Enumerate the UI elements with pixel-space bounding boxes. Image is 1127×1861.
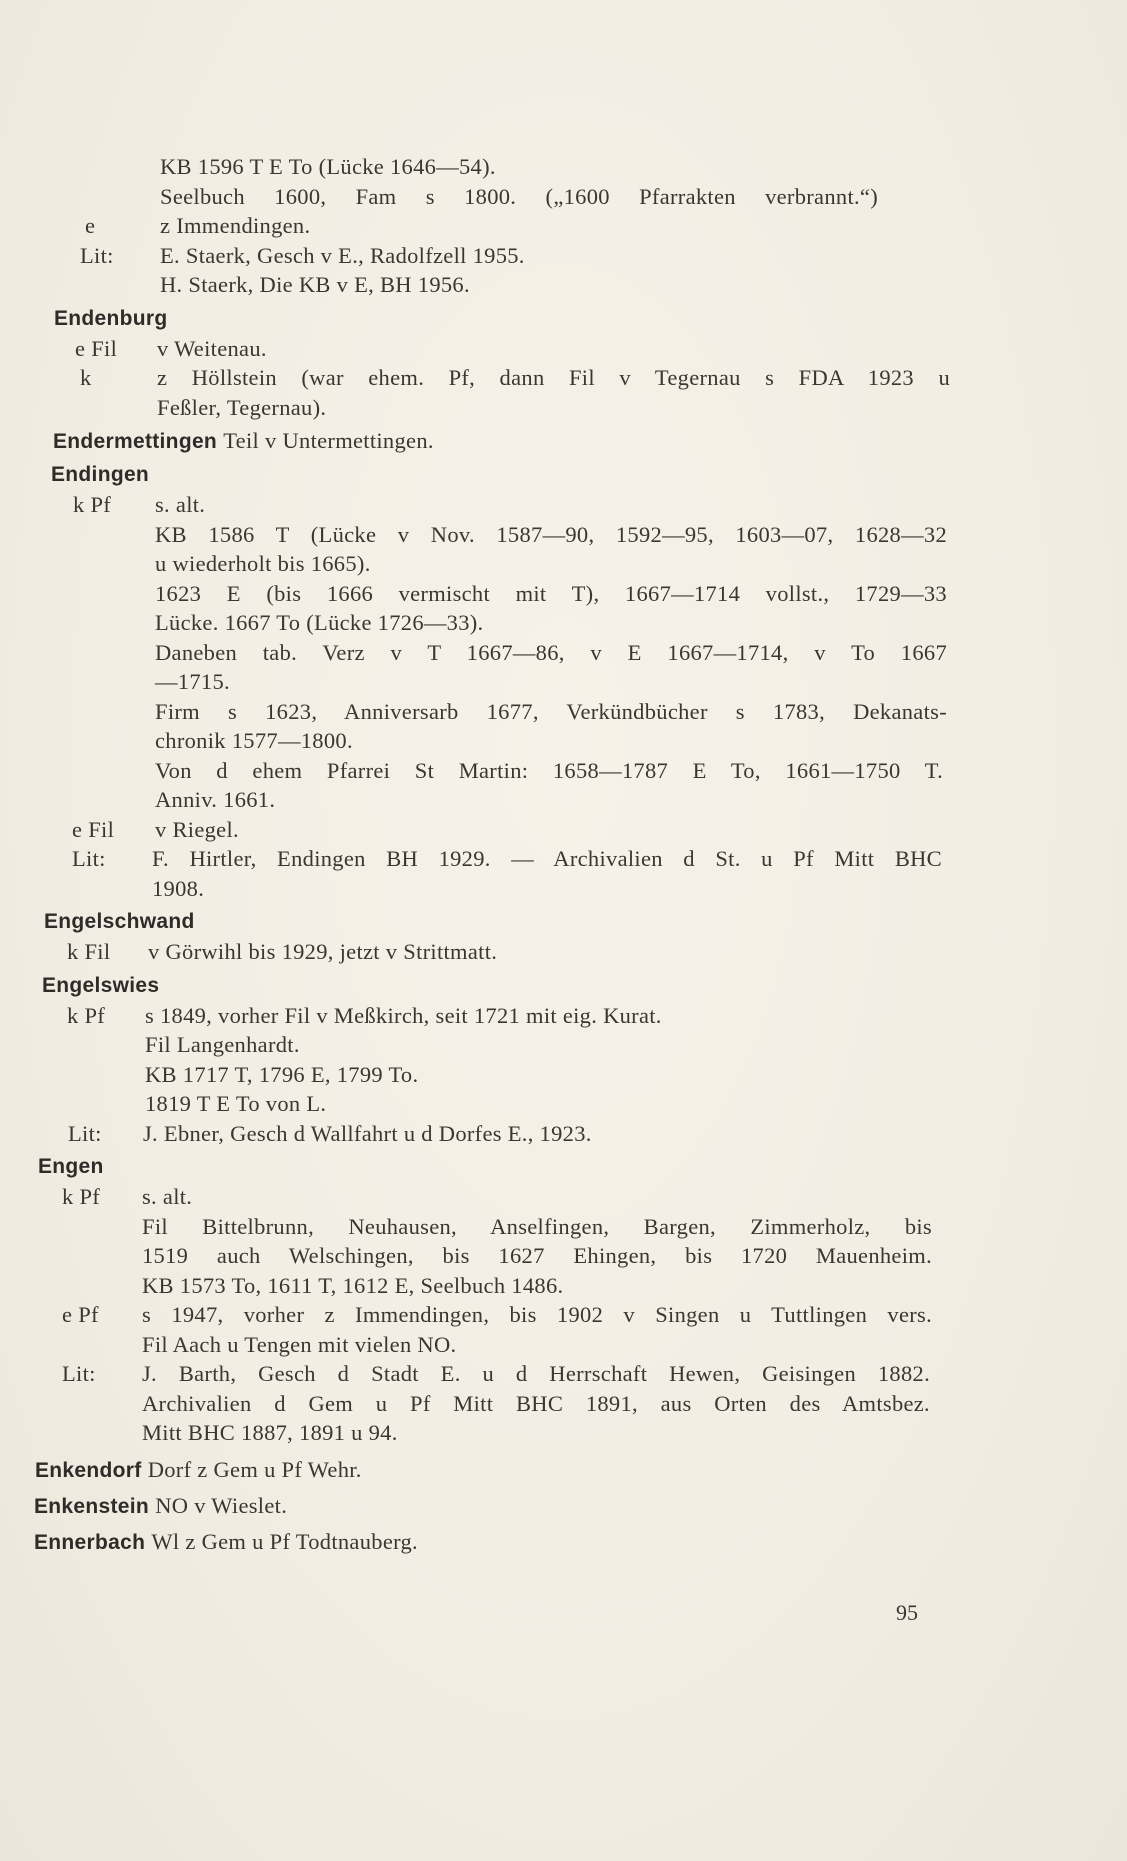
entry-ennerbach — [0, 1524, 1127, 1560]
entry-label: k Pf — [67, 1002, 106, 1028]
text-line: 1519 auch Welschingen, bis 1627 Ehingen, bis 1720 Mauenheim. — [142, 1243, 932, 1268]
text-line: KB 1717 T, 1796 E, 1799 To. — [145, 1061, 419, 1087]
entry-engen — [0, 1152, 1127, 1448]
entry-continuation — [0, 152, 1127, 300]
entry-label: e Fil — [75, 335, 118, 361]
entry-title: Engen — [38, 1155, 104, 1178]
entry-label: k Pf — [62, 1184, 101, 1209]
lit-row: Lit: J. Barth, Gesch d Stadt E. u d Herrschaft Hewen, Geisingen 1882. — [0, 1359, 1127, 1389]
lit-label: Lit: — [62, 1361, 96, 1386]
text-line: Mitt BHC 1887, 1891 u 94. — [142, 1420, 398, 1445]
lit-label: Lit: — [72, 846, 106, 871]
text-line: Fil Bittelbrunn, Neuhausen, Anselfingen, Bargen, Zimmerholz, bis — [142, 1213, 932, 1239]
entry-engelschwand — [0, 907, 1127, 967]
entry-endingen — [0, 460, 1127, 903]
text-line: Anniv. 1661. — [155, 787, 276, 812]
entry-title: Enkendorf Dorf z Gem u Pf Wehr. — [35, 1456, 362, 1482]
entry-title: Enkenstein NO v Wieslet. — [34, 1492, 288, 1518]
text-line: u wiederholt bis 1665). — [155, 551, 371, 576]
text-line: 1623 E (bis 1666 vermischt mit T), 1667—1714 vollst., 1729—33 — [155, 580, 947, 606]
entry-title: Engelswies — [42, 973, 160, 997]
text-line: Daneben tab. Verz v T 1667—86, v E 1667—1714, v To 1667 — [155, 639, 947, 665]
text-line: Lücke. 1667 To (Lücke 1726—33). — [155, 610, 484, 635]
entry-engelswies — [0, 971, 1127, 1149]
lit-label: Lit: — [80, 242, 114, 268]
entry-title: Endenburg — [54, 306, 168, 330]
entry-label: k — [80, 365, 92, 390]
entry-title: Ennerbach Wl z Gem u Pf Todtnauberg. — [34, 1528, 418, 1554]
entry-row: k Fil v Görwihl bis 1929, jetzt v Strittmatt. — [0, 937, 1127, 967]
entry-endenburg — [0, 304, 1127, 423]
text-line: Archivalien d Gem u Pf Mitt BHC 1891, aus Orten des Amtsbez. — [142, 1390, 930, 1416]
entry-title: Endingen — [51, 463, 150, 486]
text-line: 1819 T E To von L. — [145, 1091, 327, 1116]
text-line: Feßler, Tegernau). — [157, 394, 327, 420]
entry-endermettingen — [0, 426, 1127, 456]
text-line: 1908. — [152, 875, 205, 901]
entry-row: k Pf s 1849, vorher Fil v Meßkirch, seit 1721 mit eig. Kurat. — [0, 1001, 1127, 1031]
text-line: Firm s 1623, Anniversarb 1677, Verkündbücher s 1783, Dekanats- — [155, 698, 947, 724]
text-line: H. Staerk, Die KB v E, BH 1956. — [160, 272, 470, 297]
text-line: Von d ehem Pfarrei St Martin: 1658—1787 E To, 1661—1750 T. — [155, 757, 943, 783]
entry-label: k Pf — [73, 492, 112, 517]
entry-title: Endermettingen Teil v Untermettingen. — [53, 428, 434, 453]
text-line: Seelbuch 1600, Fam s 1800. („1600 Pfarrakten verbrannt.“) — [160, 183, 878, 209]
lit-row: Lit: E. Staerk, Gesch v E., Radolfzell 1955. — [0, 241, 1127, 271]
entry-row: e Fil v Riegel. — [0, 815, 1127, 845]
entry-enkendorf — [0, 1452, 1127, 1488]
text-line: KB 1596 T E To (Lücke 1646—54). — [160, 154, 496, 179]
text-line: chronik 1577—1800. — [155, 728, 353, 753]
entry-row: e Fil v Weitenau. — [0, 334, 1127, 364]
entry-enkenstein — [0, 1488, 1127, 1524]
lit-row: Lit: J. Ebner, Gesch d Wallfahrt u d Dorfes E., 1923. — [0, 1119, 1127, 1149]
lit-row: Lit: F. Hirtler, Endingen BH 1929. — Archivalien d St. u Pf Mitt BHC — [0, 844, 1127, 874]
entry-row: e Pf s 1947, vorher z Immendingen, bis 1902 v Singen u Tuttlingen vers. — [0, 1300, 1127, 1330]
page-number: 95 — [896, 1600, 918, 1625]
entry-label: k Fil — [67, 939, 111, 964]
entry-label: e — [85, 213, 96, 238]
entry-title: Engelschwand — [44, 910, 195, 933]
text-line: Fil Aach u Tengen mit vielen NO. — [142, 1331, 457, 1357]
register-content — [0, 152, 1127, 1560]
lit-label: Lit: — [68, 1120, 102, 1146]
entry-label: e Pf — [62, 1302, 99, 1327]
entry-label: e Fil — [72, 816, 115, 842]
text-line: KB 1586 T (Lücke v Nov. 1587—90, 1592—95, 1603—07, 1628—32 — [155, 521, 947, 547]
entry-row: e z Immendingen. — [0, 211, 1127, 241]
text-line: KB 1573 To, 1611 T, 1612 E, Seelbuch 1486. — [142, 1272, 564, 1298]
entry-row: k Pf s. alt. — [0, 1182, 1127, 1212]
text-line: —1715. — [155, 669, 230, 694]
entry-row: k z Höllstein (war ehem. Pf, dann Fil v Tegernau s FDA 1923 u — [0, 363, 1127, 393]
entry-row: k Pf s. alt. — [0, 490, 1127, 520]
text-line: Fil Langenhardt. — [145, 1032, 300, 1057]
